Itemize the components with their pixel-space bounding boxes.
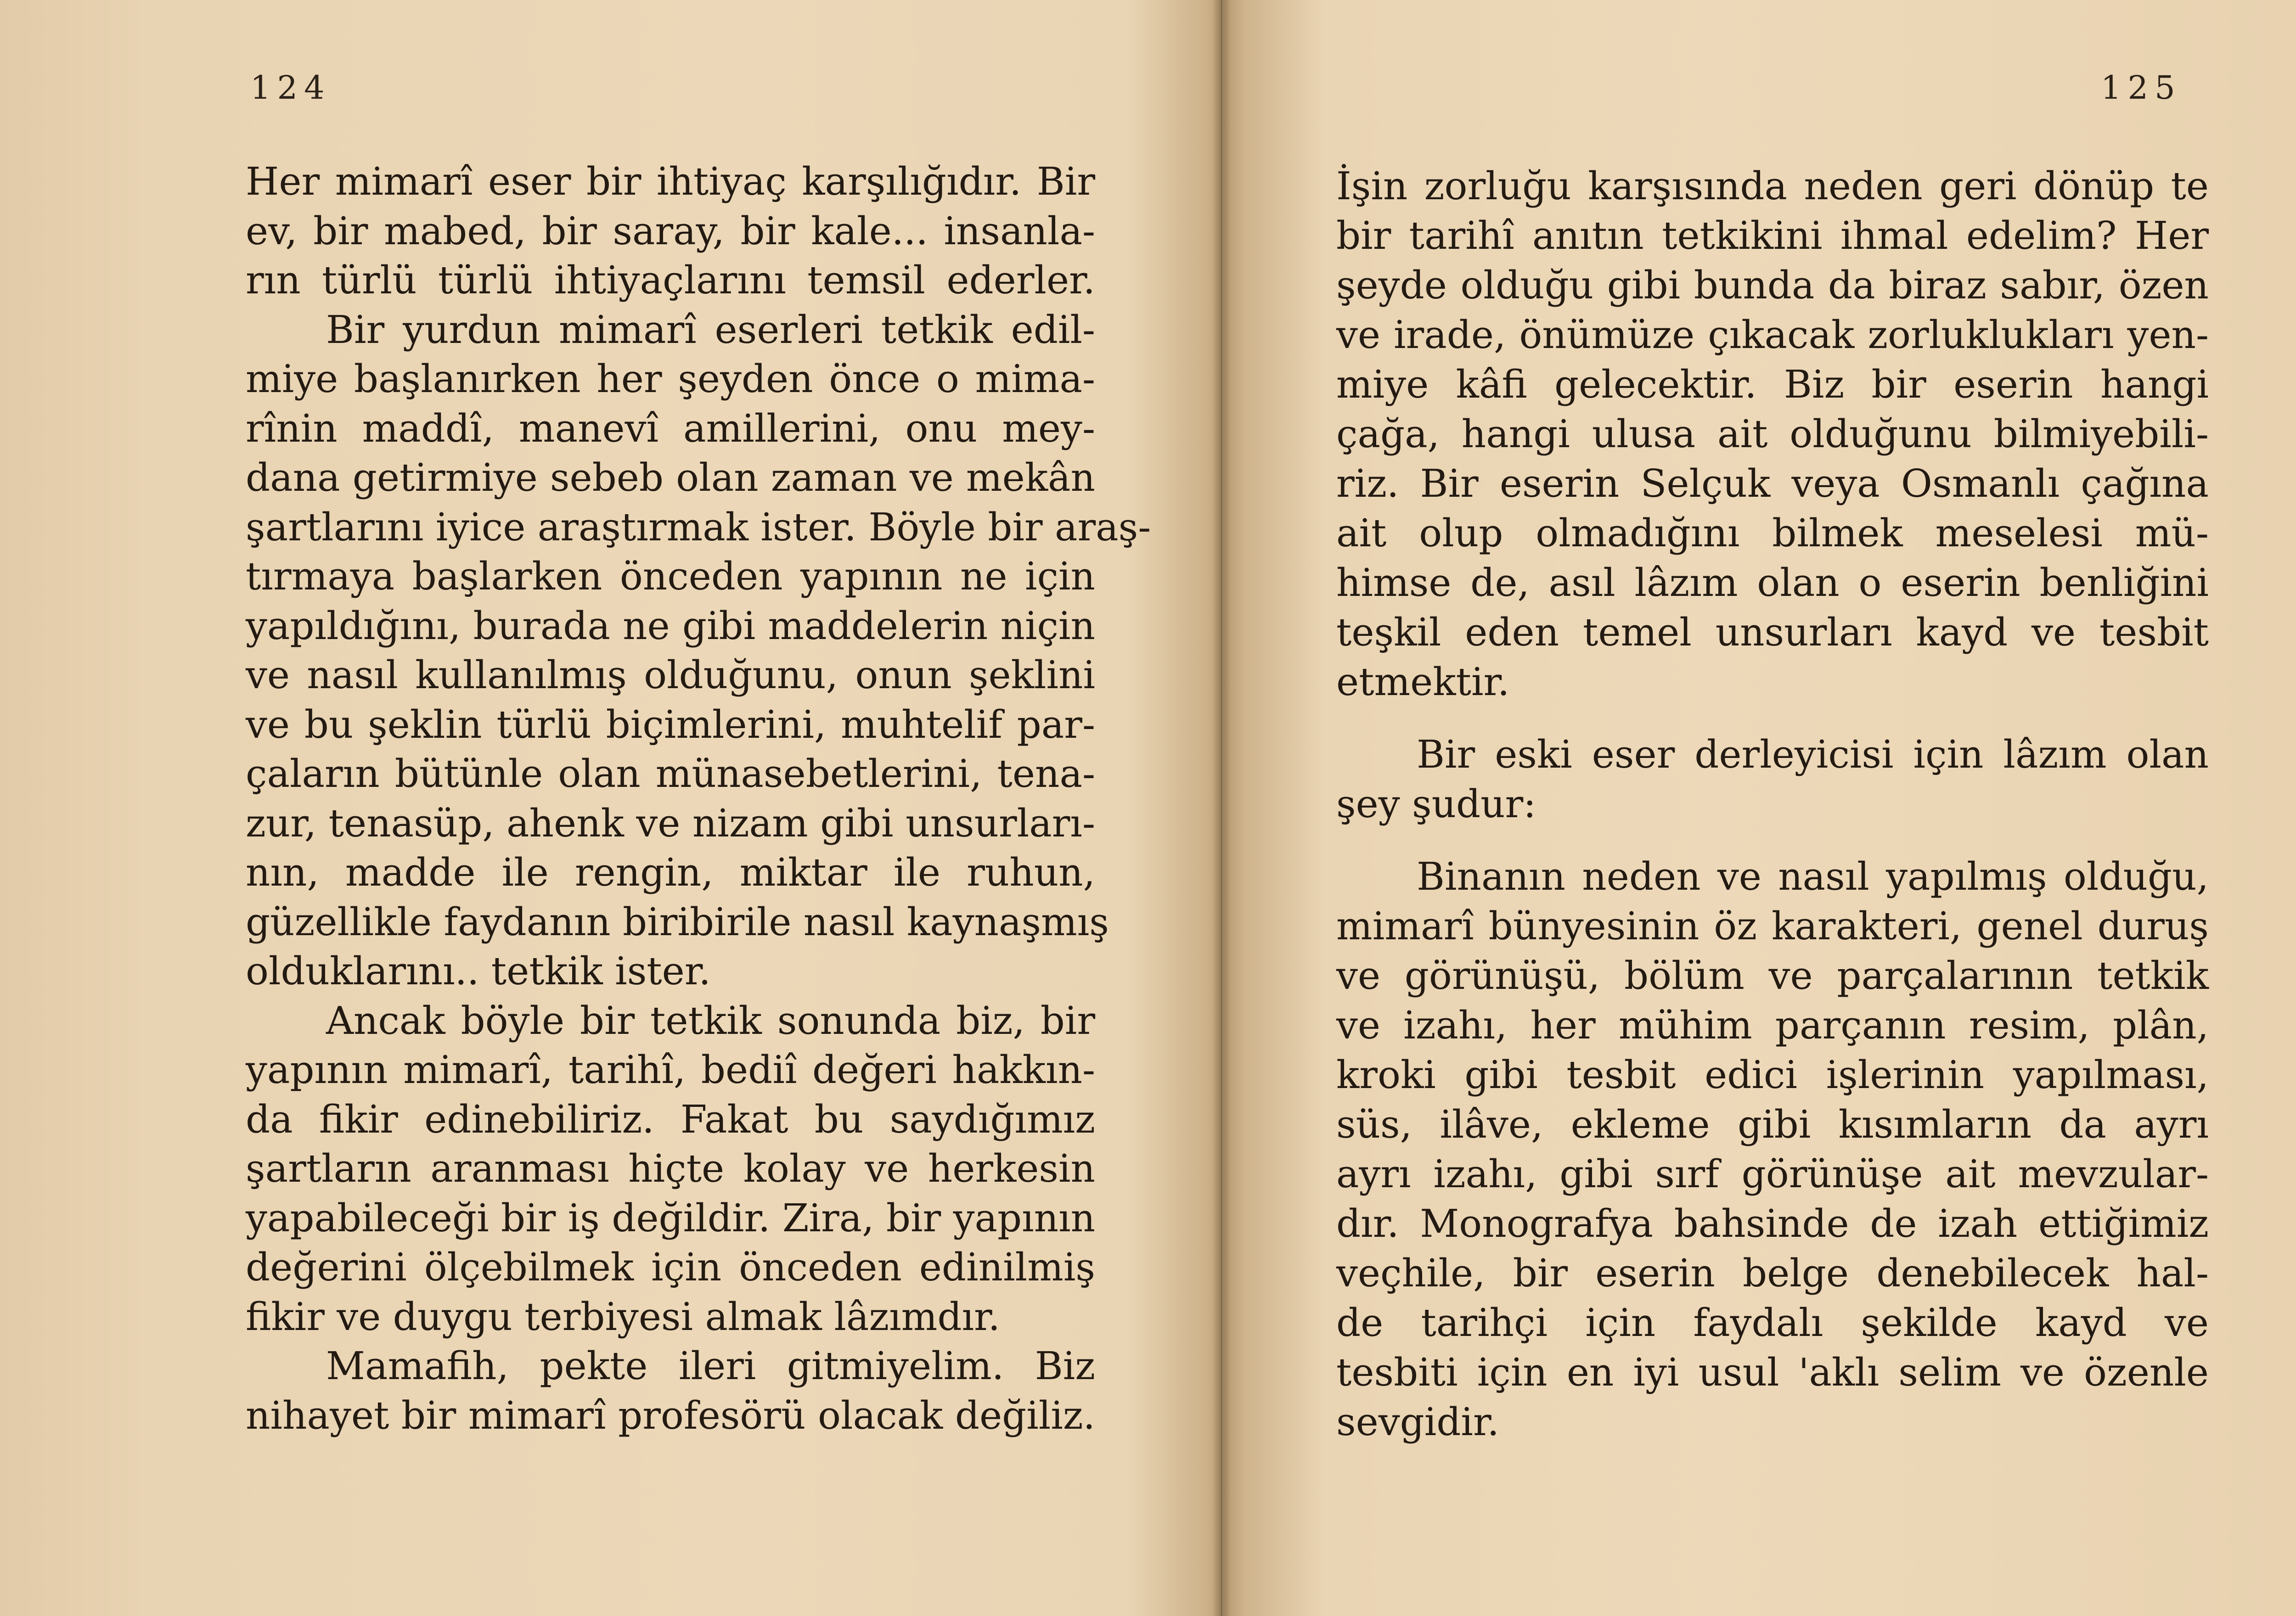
text-line: ayrı izahı, gibi sırf görünüşe ait mevzular-: [1336, 1152, 2209, 1196]
paragraph-gap: [1336, 829, 2209, 852]
text-line: tırmaya başlarken önceden yapının ne için: [246, 554, 1095, 599]
text-line: şeyde olduğu gibi bunda da biraz sabır, özen: [1336, 263, 2209, 308]
text-line: ve irade, önümüze çıkacak zorluklukları yen-: [1336, 313, 2209, 357]
text-line: Bir yurdun mimarî eserleri tetkik edil-: [326, 307, 1095, 352]
text-line: şartlarını iyice araştırmak ister. Böyle bir araş-: [246, 505, 1151, 550]
text-line: Binanın neden ve nasıl yapılmış olduğu,: [1417, 854, 2209, 899]
text-line: veçhile, bir eserin belge denebilecek hal-: [1336, 1251, 2209, 1296]
text-line: riz. Bir eserin Selçuk veya Osmanlı çağına: [1336, 461, 2209, 506]
text-line: rînin maddî, manevî amillerini, onu mey-: [246, 406, 1095, 451]
text-line: süs, ilâve, ekleme gibi kısımların da ayrı: [1336, 1102, 2209, 1147]
text-line: ve izahı, her mühim parçanın resim, plân,: [1336, 1003, 2209, 1048]
text-line: miye başlanırken her şeyden önce o mima-: [246, 357, 1095, 401]
text-line: himse de, asıl lâzım olan o eserin benliğini: [1336, 561, 2209, 605]
text-line: miye kâfi gelecektir. Biz bir eserin hangi: [1336, 362, 2209, 407]
text-line: güzellikle faydanın biribirile nasıl kaynaşmış: [246, 899, 1109, 944]
text-line: Her mimarî eser bir ihtiyaç karşılığıdır. Bir: [246, 159, 1095, 204]
text-line: yapabileceği bir iş değildir. Zira, bir yapının: [246, 1195, 1096, 1240]
text-line: ve bu şeklin türlü biçimlerini, muhtelif par-: [246, 702, 1095, 747]
text-line: fikir ve duygu terbiyesi almak lâzımdır.: [246, 1294, 1000, 1339]
text-line: kroki gibi tesbit edici işlerinin yapılması,: [1336, 1053, 2209, 1097]
text-line: değerini ölçebilmek için önceden edinilmiş: [246, 1245, 1095, 1290]
right-page-text: [1336, 162, 2209, 1447]
text-line: ait olup olmadığını bilmek meselesi mü-: [1336, 511, 2209, 556]
text-line: tesbiti için en iyi usul 'aklı selim ve özenle: [1336, 1350, 2209, 1395]
text-line: Mamafih, pekte ileri gitmiyelim. Biz: [326, 1344, 1095, 1388]
text-line: çaların bütünle olan münasebetlerini, tena-: [246, 752, 1095, 796]
text-line: şey şudur:: [1336, 782, 1536, 826]
text-line: Bir eski eser derleyicisi için lâzım olan: [1417, 732, 2209, 777]
text-line: dır. Monografya bahsinde de izah ettiğimiz: [1336, 1201, 2209, 1246]
left-page-text: [246, 157, 1151, 1440]
text-line: ve nasıl kullanılmış olduğunu, onun şeklini: [246, 653, 1095, 697]
text-line: İşin zorluğu karşısında neden geri dönüp te: [1336, 164, 2209, 208]
page-number-right: 125: [2101, 69, 2182, 107]
text-line: olduklarını.. tetkik ister.: [246, 949, 711, 993]
text-line: yapıldığını, burada ne gibi maddelerin niçin: [246, 603, 1095, 648]
text-line: dana getirmiye sebeb olan zaman ve mekân: [246, 455, 1095, 500]
text-line: yapının mimarî, tarihî, bediî değeri hakkın-: [246, 1048, 1095, 1092]
text-line: mimarî bünyesinin öz karakteri, genel duruş: [1336, 904, 2209, 948]
page-number-left: 124: [250, 69, 331, 107]
text-line: şartların aranması hiçte kolay ve herkesin: [246, 1146, 1095, 1191]
text-line: sevgidir.: [1336, 1400, 1499, 1444]
text-line: Ancak böyle bir tetkik sonunda biz, bir: [326, 998, 1095, 1043]
text-line: nın, madde ile rengin, miktar ile ruhun,: [246, 850, 1095, 895]
text-line: ve görünüşü, bölüm ve parçalarının tetkik: [1336, 954, 2209, 998]
text-line: de tarihçi için faydalı şekilde kayd ve: [1336, 1301, 2209, 1345]
book-gutter: [1212, 0, 1231, 1616]
text-line: teşkil eden temel unsurları kayd ve tesbit: [1336, 610, 2209, 655]
text-line: da fikir edinebiliriz. Fakat bu saydığımız: [246, 1097, 1095, 1142]
text-line: bir tarihî anıtın tetkikini ihmal edelim? Her: [1336, 213, 2209, 258]
text-line: çağa, hangi ulusa ait olduğunu bilmiyebili-: [1336, 412, 2209, 456]
text-line: rın türlü türlü ihtiyaçlarını temsil ederler.: [246, 258, 1095, 303]
text-line: zur, tenasüp, ahenk ve nizam gibi unsurları-: [246, 801, 1095, 846]
right-page: [1240, 0, 2296, 1616]
text-line: nihayet bir mimarî profesörü olacak değiliz.: [246, 1393, 1095, 1438]
text-line: etmektir.: [1336, 660, 1510, 704]
paragraph-gap: [1336, 707, 2209, 730]
text-line: ev, bir mabed, bir saray, bir kale... insanla-: [246, 208, 1095, 253]
